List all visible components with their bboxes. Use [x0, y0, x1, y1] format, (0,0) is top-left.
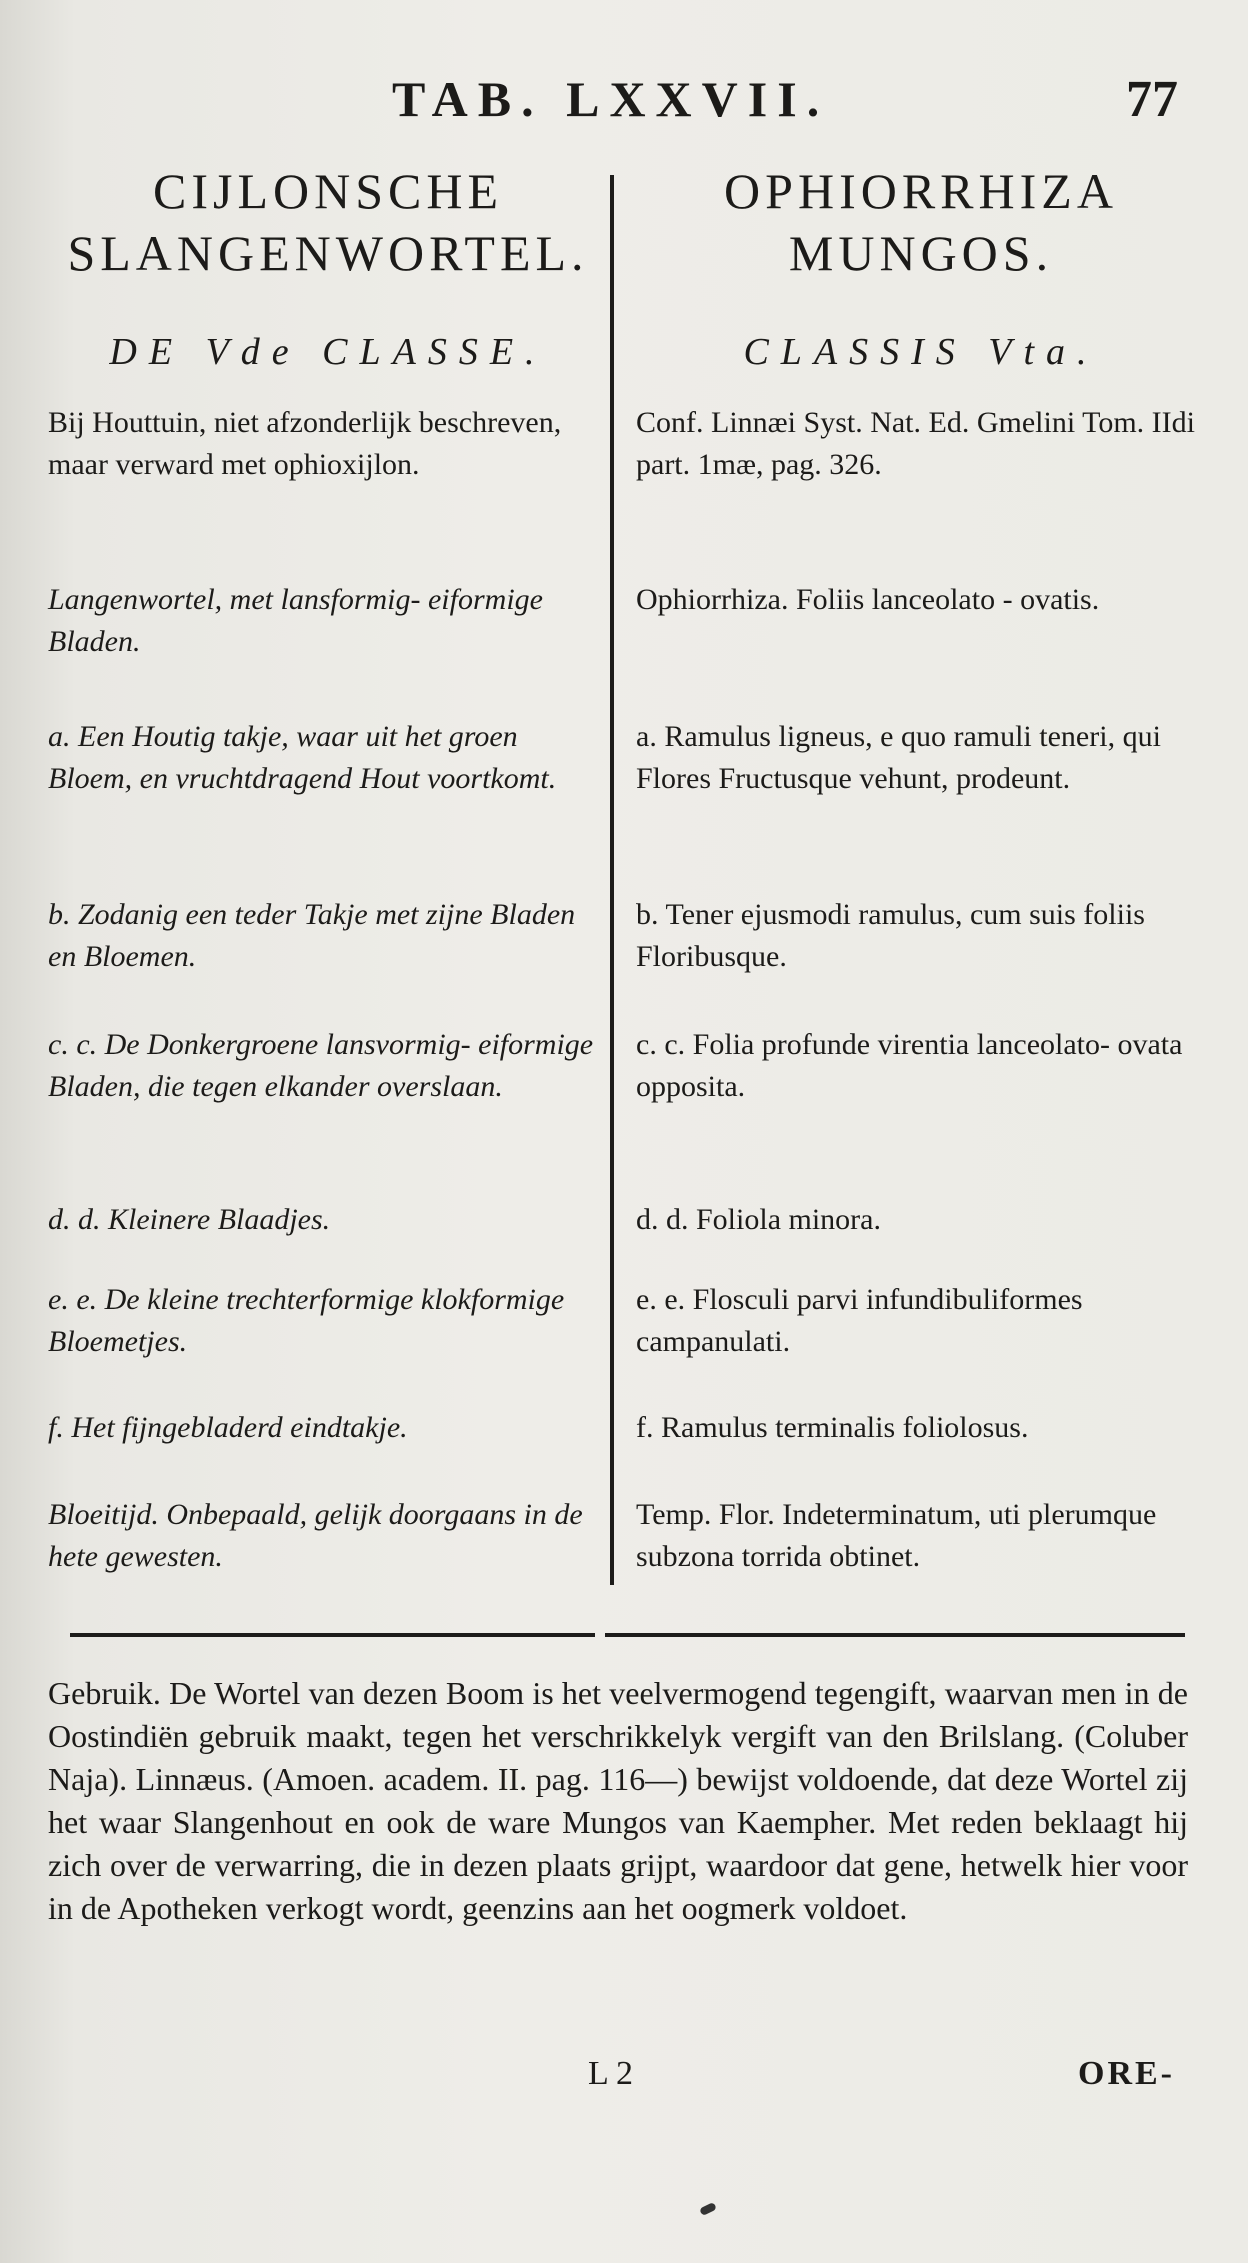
latin-item-b: b. Tener ejusmodi ramulus, cum suis foliis Floribusque. [636, 898, 1145, 973]
latin-title [636, 160, 1206, 300]
dutch-item-d: d. d. Kleinere Blaadjes. [48, 1203, 331, 1236]
column-divider [610, 175, 614, 1585]
latin-class: CLASSIS Vta. [743, 331, 1099, 373]
latin-title-line-2: MUNGOS. [788, 225, 1054, 281]
separator-rule-left [70, 1633, 595, 1637]
dutch-entries [48, 394, 608, 1573]
dutch-item-c: c. c. De Donkergroene lansvormig- eiformige Bladen, die tegen elkander overslaan. [48, 1028, 594, 1103]
latin-intro: Conf. Linnæi Syst. Nat. Ed. Gmelini Tom. IIdi part. 1mæ, pag. 326. [636, 406, 1195, 481]
dutch-item-b: b. Zodanig een teder Takje met zijne Bladen en Bloemen. [48, 898, 576, 973]
dutch-column [48, 160, 608, 1573]
dutch-title [48, 160, 608, 300]
dutch-genus: Langenwortel, met lansformig- eiformige Bladen. [48, 583, 543, 658]
latin-tempus: Temp. Flor. Indeterminatum, uti plerumque subzona torrida obtinet. [636, 1498, 1157, 1573]
ink-speck [699, 2202, 717, 2216]
latin-item-f: f. Ramulus terminalis foliolosus. [636, 1411, 1029, 1444]
latin-item-e: e. e. Flosculi parvi infundibuliformes campanulati. [636, 1283, 1083, 1358]
latin-item-a: a. Ramulus ligneus, e quo ramuli teneri, qui Flores Fructusque vehunt, prodeunt. [636, 720, 1161, 795]
dutch-item-e: e. e. De kleine trechterformige klokformige Bloemetjes. [48, 1283, 565, 1358]
dutch-item-a: a. Een Houtig takje, waar uit het groen Bloem, en vruchtdragend Hout voortkomt. [48, 720, 557, 795]
dutch-item-f: f. Het fijngebladerd eindtakje. [48, 1411, 408, 1444]
gebruik-paragraph: Gebruik. De Wortel van dezen Boom is het veelvermogend tegengift, waarvan men in de Oostindiën gebruik maakt, tegen het verschrikkelyk vergift van den Brilslang. (Coluber Naja). Linnæus. (Amoen. academ. II. pag. 116—) bewijst voldoende, dat deze Wortel zij het waar Slangenhout en ook de ware Mungos van Kaempher. Met reden beklaagt hij zich over de verwarring, die in dezen plaats grijpt, waardoor dat gene, hetwelk hier voor in de Apotheken verkogt wordt, geenzins aan het oogmerk voldoet. [48, 1675, 1188, 1926]
latin-entries [636, 394, 1206, 1573]
latin-column [636, 160, 1206, 1573]
latin-title-line-1: OPHIORRHIZA [724, 163, 1118, 219]
page-number: 77 [1126, 71, 1178, 128]
separator-rule-right [605, 1633, 1185, 1637]
page-header [0, 70, 1248, 130]
plate-number: TAB. LXXVII. [392, 71, 830, 127]
dutch-title-line-2: SLANGENWORTEL. [67, 225, 589, 281]
signature-mark: L 2 [588, 2055, 634, 2092]
dutch-bloeitijd: Bloeitijd. Onbepaald, gelijk doorgaans in de hete gewesten. [48, 1498, 583, 1573]
latin-item-c: c. c. Folia profunde virentia lanceolato- ovata opposita. [636, 1028, 1183, 1103]
dutch-title-line-1: CIJLONSCHE [152, 163, 504, 219]
dutch-intro: Bij Houttuin, niet afzonderlijk beschreven, maar verward met ophioxijlon. [48, 406, 562, 481]
catchword: ORE- [1078, 2055, 1175, 2092]
latin-genus: Ophiorrhiza. Foliis lanceolato - ovatis. [636, 583, 1100, 616]
dutch-class: DE Vde CLASSE. [109, 331, 547, 373]
latin-item-d: d. d. Foliola minora. [636, 1203, 881, 1236]
